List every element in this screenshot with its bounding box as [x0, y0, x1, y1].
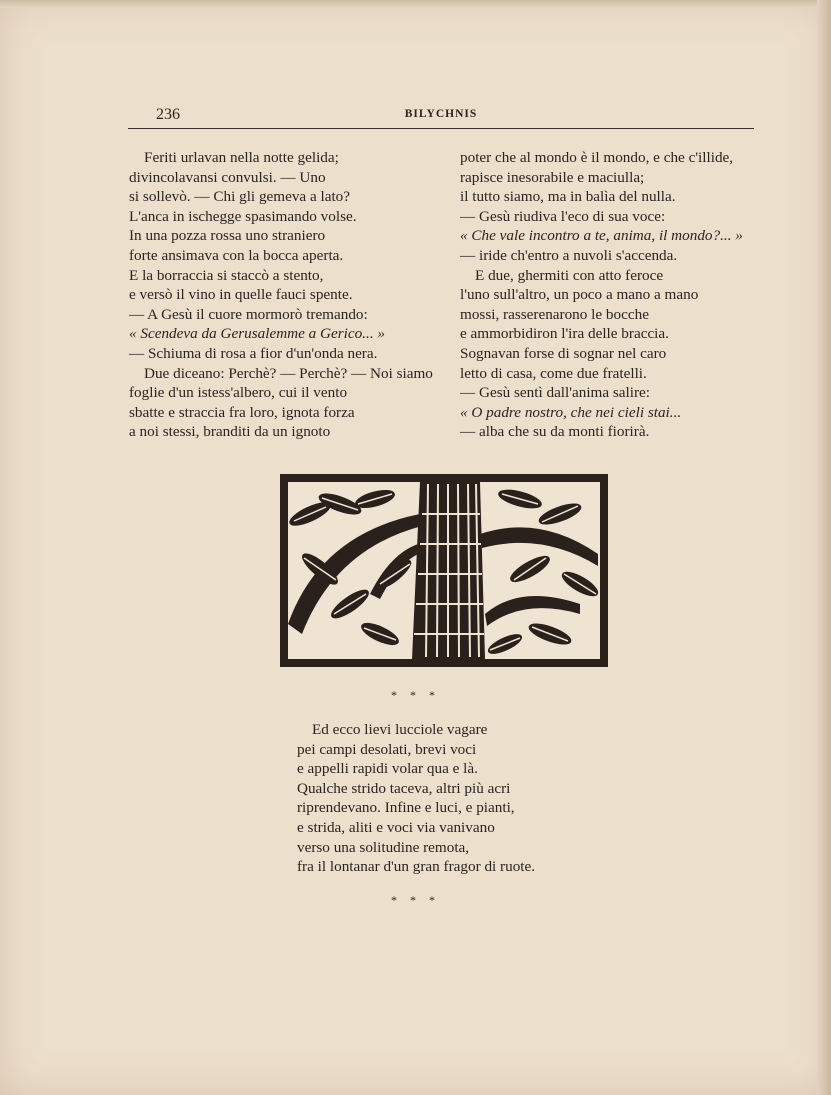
- verse-line: il tutto siamo, ma in balìa del nulla.: [460, 188, 676, 206]
- verse-line: sbatte e straccia fra loro, ignota forza: [129, 403, 355, 421]
- verse-line: Qualche strido taceva, altri più acri: [297, 779, 511, 797]
- verse-line: foglie d'un istess'albero, cui il vento: [129, 384, 348, 402]
- verse-line: Ed ecco lievi lucciole vagare: [312, 721, 488, 738]
- verse-line: L'anca in ischegge spasimando volse.: [129, 207, 357, 225]
- verse-line: « O padre nostro, che nei cieli stai...: [460, 403, 682, 421]
- running-head: BILYCHNIS: [404, 108, 478, 120]
- section-separator: * * *: [391, 688, 440, 702]
- verse-line: verso una solitudine remota,: [297, 838, 470, 856]
- verse-line: — iride ch'entro a nuvoli s'accenda.: [460, 246, 678, 264]
- verse-line: poter che al mondo è il mondo, e che c'illide,: [460, 149, 734, 166]
- verse-line: — Schiuma di rosa a fior d'un'onda nera.: [129, 344, 378, 362]
- verse-line: Feriti urlavan nella notte gelida;: [144, 149, 339, 166]
- page-header: [128, 104, 754, 129]
- verse-line: — Gesù riudiva l'eco di sua voce:: [460, 207, 666, 225]
- page-right-edge: [817, 0, 831, 1095]
- verse-line: forte ansimava con la bocca aperta.: [129, 246, 344, 264]
- verse-line: e ammorbidiron l'ira delle braccia.: [460, 325, 669, 343]
- verse-line: rapisce inesorabile e maciulla;: [460, 168, 645, 186]
- verse-line: « Che vale incontro a te, anima, il mondo?... »: [460, 227, 743, 245]
- woodcut-illustration: [280, 474, 608, 667]
- verse-line: riprendevano. Infine e luci, e pianti,: [297, 799, 515, 817]
- verse-line: mossi, rasserenarono le bocche: [460, 305, 649, 323]
- verse-line: — alba che su da monti fiorirà.: [460, 423, 650, 441]
- verse-line: si sollevò. — Chi gli gemeva a lato?: [129, 188, 351, 206]
- right-text-column: [460, 148, 770, 442]
- verse-line: — Gesù sentì dall'anima salire:: [460, 384, 650, 402]
- verse-line: Sognavan forse di sognar nel caro: [460, 344, 667, 362]
- bottom-poem: [297, 720, 617, 877]
- page-number: 236: [156, 106, 180, 123]
- verse-line: In una pozza rossa uno straniero: [129, 227, 326, 245]
- page-top-edge: [0, 0, 831, 8]
- verse-line: l'uno sull'altro, un poco a mano a mano: [460, 286, 699, 304]
- verse-line: fra il lontanar d'un gran fragor di ruote.: [297, 858, 536, 876]
- verse-line: e versò il vino in quelle fauci spente.: [129, 286, 353, 304]
- verse-line: letto di casa, come due fratelli.: [460, 364, 647, 382]
- verse-line: pei campi desolati, brevi voci: [297, 740, 477, 758]
- section-separator: * * *: [391, 893, 440, 907]
- verse-line: divincolavansi convulsi. — Uno: [129, 168, 326, 186]
- verse-line: e appelli rapidi volar qua e là.: [297, 760, 478, 778]
- verse-line: « Scendeva da Gerusalemme a Gerico... »: [129, 325, 386, 343]
- verse-line: — A Gesù il cuore mormorò tremando:: [129, 305, 368, 323]
- left-text-column: [129, 148, 433, 442]
- verse-line: e strida, aliti e voci via vanivano: [297, 818, 495, 836]
- verse-line: a noi stessi, branditi da un ignoto: [129, 423, 331, 441]
- verse-line: E due, ghermiti con atto feroce: [475, 266, 664, 284]
- verse-line: Due diceano: Perchè? — Perchè? — Noi siamo: [144, 364, 433, 382]
- verse-line: E la borraccia si staccò a stento,: [129, 266, 324, 284]
